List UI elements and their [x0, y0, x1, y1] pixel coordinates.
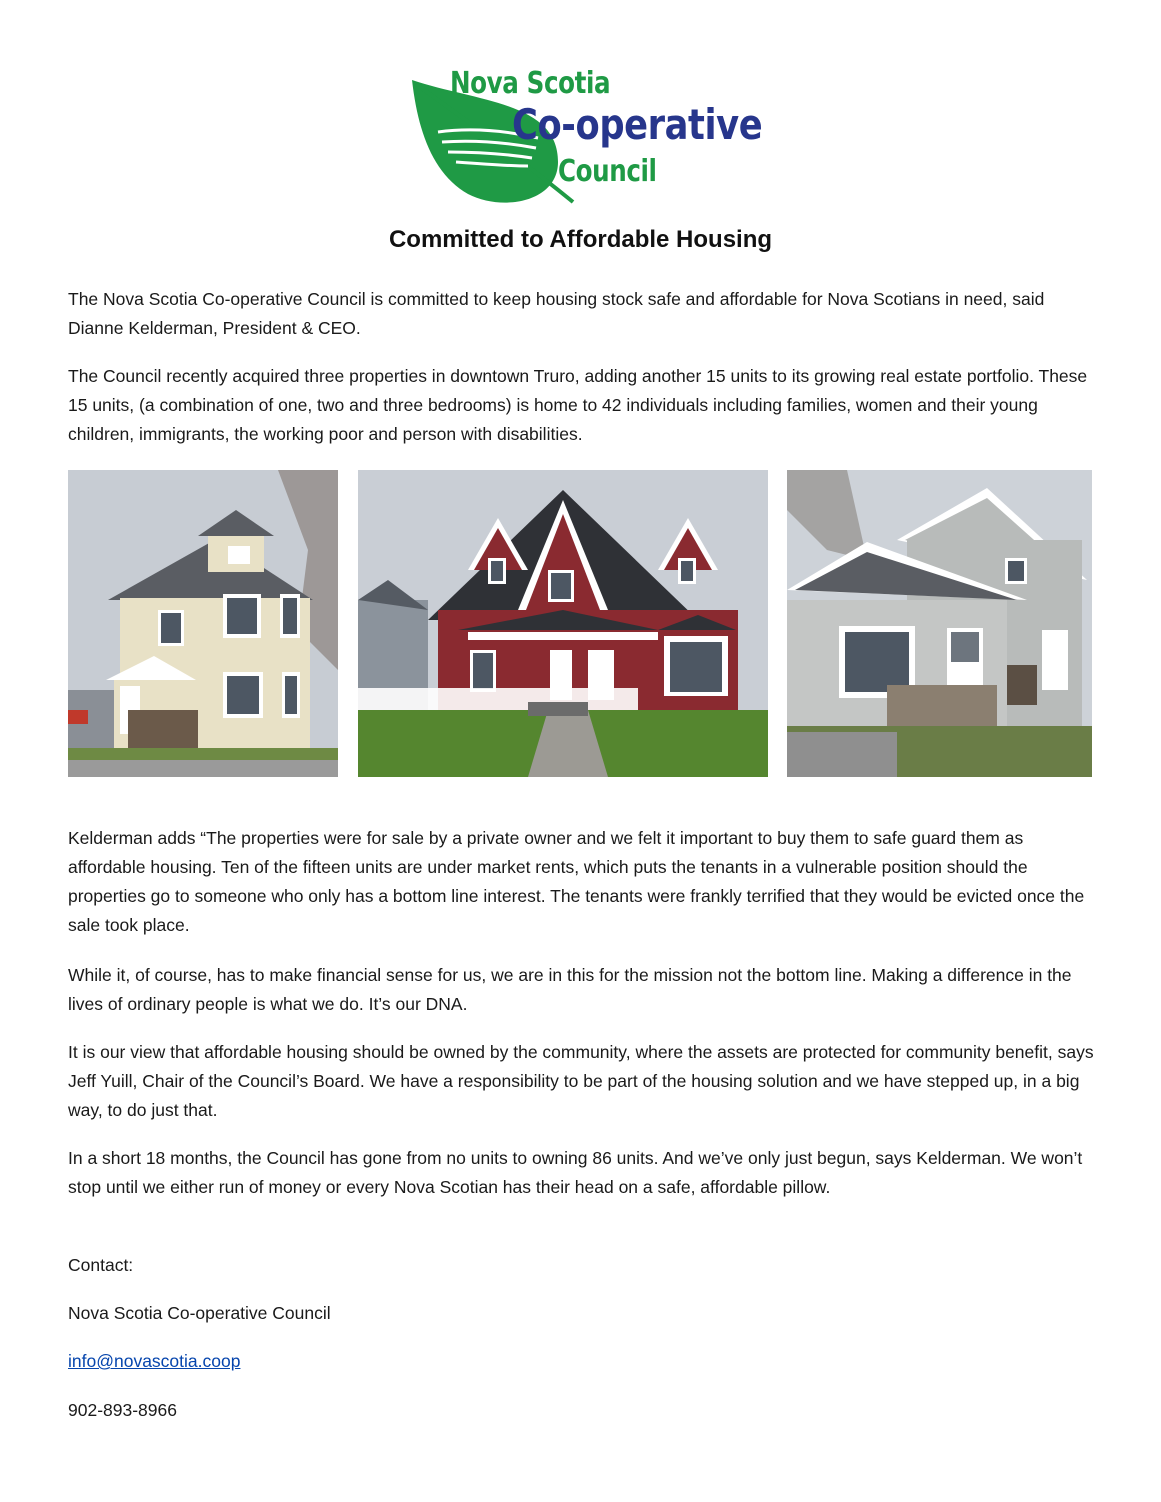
logo-text-cooperative: Co-operative [512, 100, 763, 149]
paragraph-intro: The Nova Scotia Co-operative Council is committed to keep housing stock safe and affordable for Nova Scotians in need, said Dianne Kelderman, President & CEO. [68, 289, 1045, 338]
photo-beige-house [68, 470, 338, 777]
photo-red-house [358, 470, 768, 777]
contact-organization: Nova Scotia Co-operative Council [68, 1303, 331, 1323]
logo-text-nova-scotia: Nova Scotia [450, 66, 611, 101]
paragraph-mission: While it, of course, has to make financial sense for us, we are in this for the mission not the bottom line. Making a difference in the lives of ordinary people is what we do. It’s our DNA. [68, 965, 1072, 1014]
council-logo [408, 62, 763, 212]
contact-label: Contact: [68, 1255, 134, 1275]
paragraph-growth: In a short 18 months, the Council has gone from no units to owning 86 units. And we’ve only just begun, says Kelderman. We won’t stop until we either run of money or every Nova Scotian has their head on a safe, affordable pillow. [68, 1148, 1083, 1197]
photo-grey-house [787, 470, 1092, 777]
paragraph-acquisition: The Council recently acquired three properties in downtown Truro, adding another 15 units to its growing real estate portfolio. These 15 units, (a combination of one, two and three bedrooms) is home to 42 individuals including families, women and their young children, immigrants, the working poor and person with disabilities. [68, 366, 1088, 444]
logo-text-council: Council [558, 154, 657, 189]
contact-email-link[interactable]: info@novascotia.coop [68, 1351, 241, 1371]
paragraph-community-ownership: It is our view that affordable housing should be owned by the community, where the assets are protected for community benefit, says Jeff Yuill, Chair of the Council’s Board. We have a responsibility to be part of the housing solution and we have stepped up, in a big way, to do just that. [68, 1042, 1094, 1120]
contact-phone: 902-893-8966 [68, 1400, 177, 1420]
paragraph-kelderman-quote: Kelderman adds “The properties were for sale by a private owner and we felt it important to buy them to safe guard them as affordable housing. Ten of the fifteen units are under market rents, which puts the tenants in a vulnerable position should the properties go to someone who only has a bottom line interest. The tenants were frankly terrified that they would be evicted once the sale took place. [68, 828, 1085, 935]
contact-email-line [68, 1347, 1098, 1376]
page-title: Committed to Affordable Housing [388, 226, 773, 253]
